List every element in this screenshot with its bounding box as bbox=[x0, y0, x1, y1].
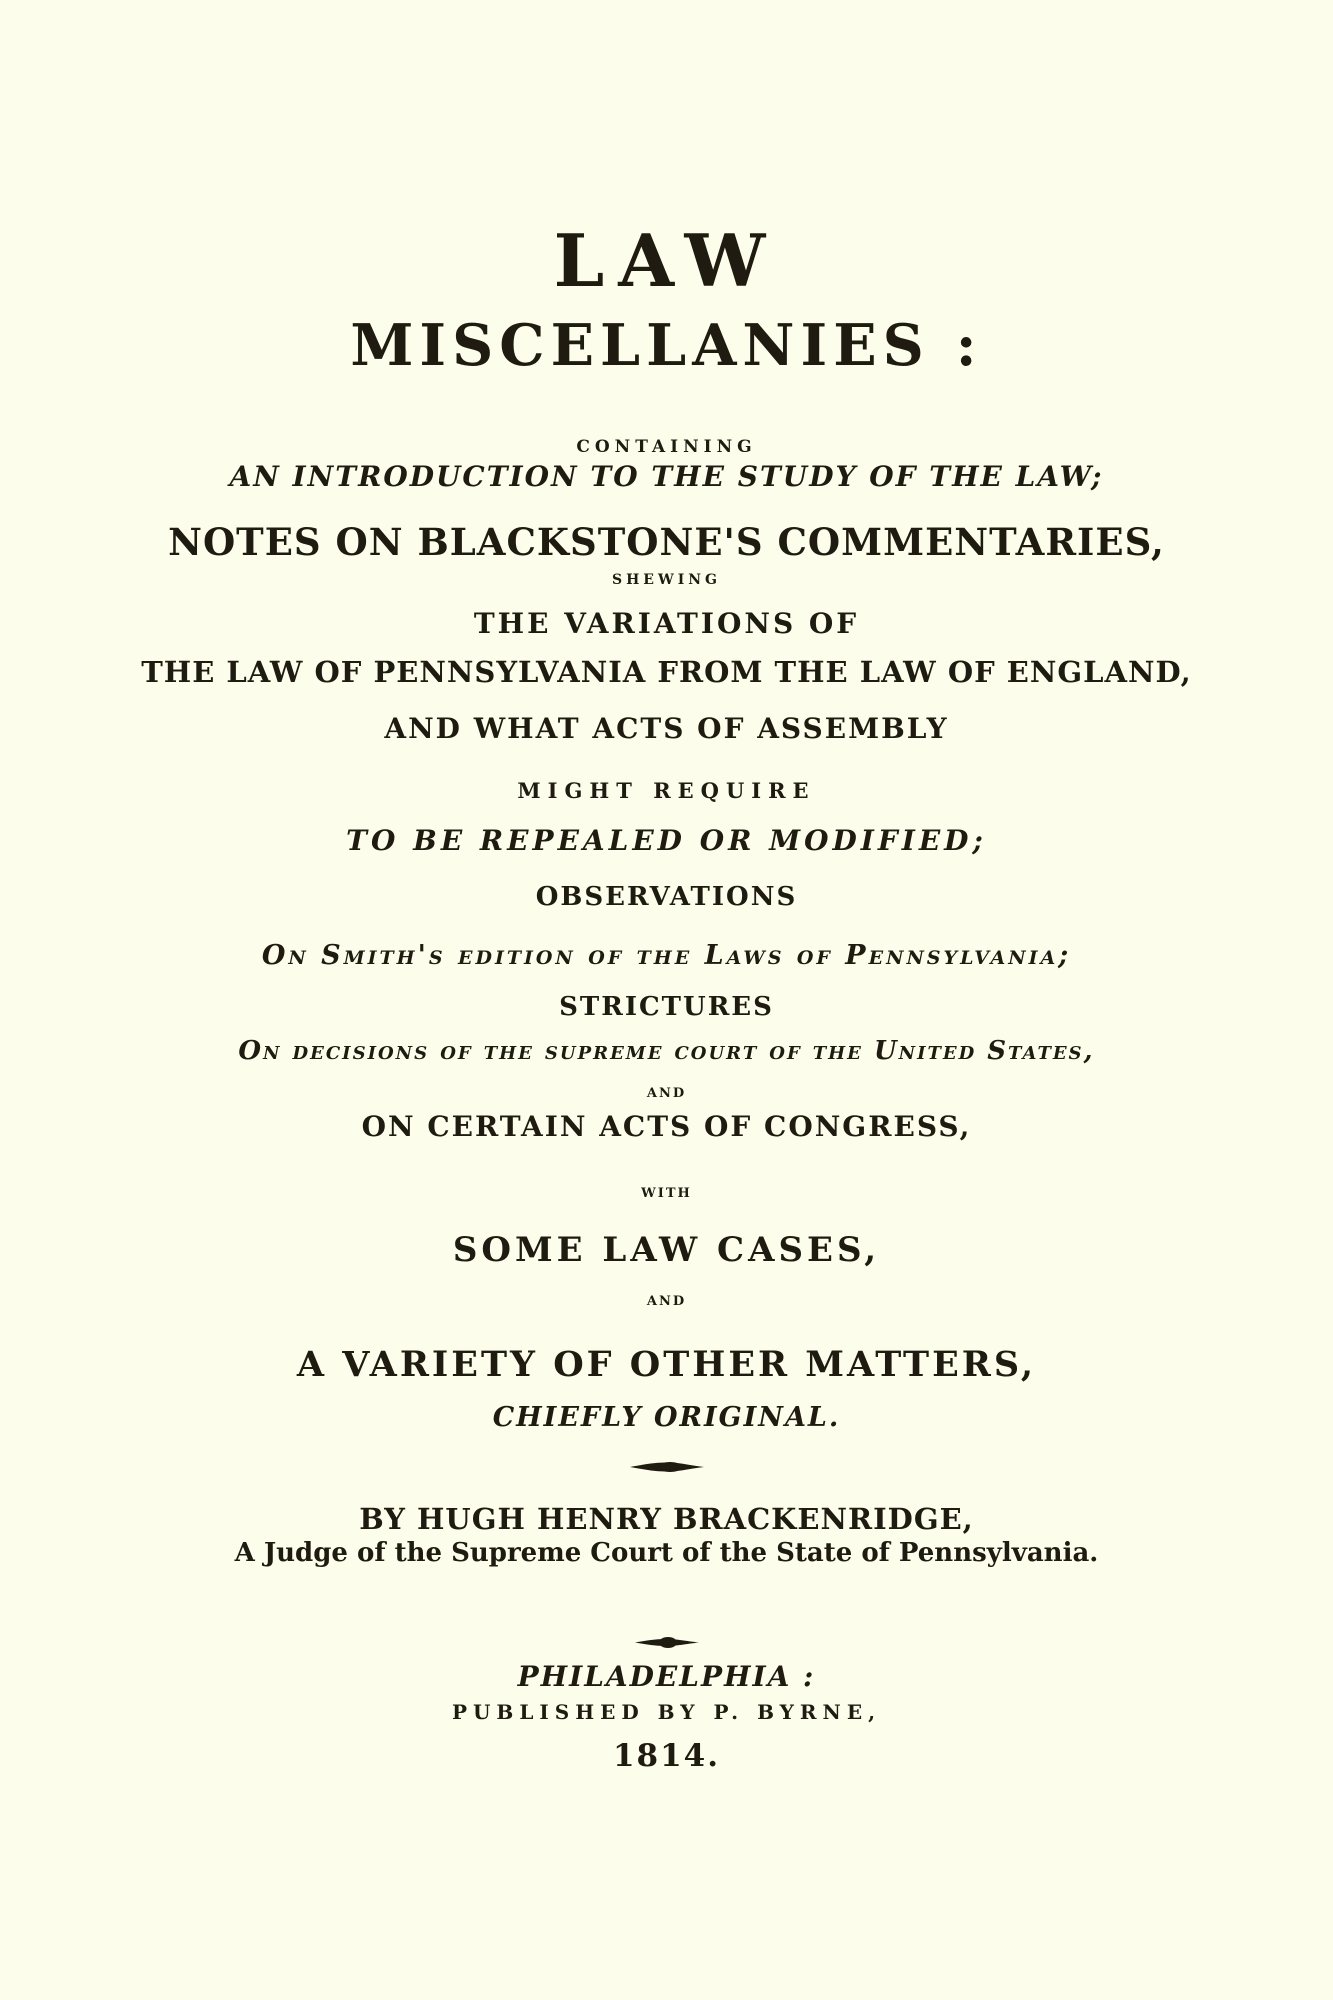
strictures-label: STRICTURES bbox=[559, 992, 774, 1022]
subtitle-acts-of-assembly: AND WHAT ACTS OF ASSEMBLY bbox=[384, 712, 949, 745]
author-title-line: A Judge of the Supreme Court of the State of Pennsylvania. bbox=[234, 1538, 1099, 1568]
imprint-publisher: PUBLISHED BY P. BYRNE, bbox=[451, 1700, 882, 1724]
subtitle-smiths-edition: On Smith's edition of the Laws of Pennsylvania; bbox=[261, 940, 1072, 971]
subtitle-supreme-court-decisions: On decisions of the supreme court of the United States, bbox=[238, 1036, 1095, 1066]
and-conjunction-first: AND bbox=[646, 1086, 687, 1101]
printer-ornament-rule-icon bbox=[0, 1632, 1333, 1651]
imprint-city: PHILADELPHIA : bbox=[517, 1660, 816, 1693]
subtitle-law-of-pennsylvania: THE LAW OF PENNSYLVANIA FROM THE LAW OF ENGLAND, bbox=[141, 655, 1192, 689]
book-title-miscellanies: MISCELLANIES : bbox=[350, 312, 983, 379]
containing-label: CONTAINING bbox=[576, 437, 757, 457]
imprint-year: 1814. bbox=[612, 1738, 721, 1774]
subtitle-repealed-modified: TO BE REPEALED OR MODIFIED; bbox=[346, 824, 987, 857]
subtitle-introduction: AN INTRODUCTION TO THE STUDY OF THE LAW; bbox=[229, 460, 1104, 493]
subtitle-notes-blackstone: NOTES ON BLACKSTONE'S COMMENTARIES, bbox=[168, 520, 1165, 564]
printer-ornament-rule-icon bbox=[0, 1456, 1333, 1475]
subtitle-variations: THE VARIATIONS OF bbox=[473, 607, 860, 640]
author-byline: BY HUGH HENRY BRACKENRIDGE, bbox=[359, 1502, 974, 1536]
subtitle-variety-of-matters: A VARIETY OF OTHER MATTERS, bbox=[296, 1344, 1037, 1385]
with-label: WITH bbox=[641, 1186, 692, 1201]
subtitle-acts-of-congress: ON CERTAIN ACTS OF CONGRESS, bbox=[361, 1110, 972, 1143]
and-conjunction-second: AND bbox=[646, 1294, 687, 1309]
subtitle-chiefly-original: CHIEFLY ORIGINAL. bbox=[492, 1402, 841, 1433]
might-require-label: MIGHT REQUIRE bbox=[517, 778, 816, 803]
observations-label: OBSERVATIONS bbox=[535, 882, 798, 912]
shewing-label: SHEWING bbox=[611, 572, 722, 588]
subtitle-some-law-cases: SOME LAW CASES, bbox=[452, 1230, 881, 1270]
book-title-main: LAW bbox=[553, 218, 780, 303]
